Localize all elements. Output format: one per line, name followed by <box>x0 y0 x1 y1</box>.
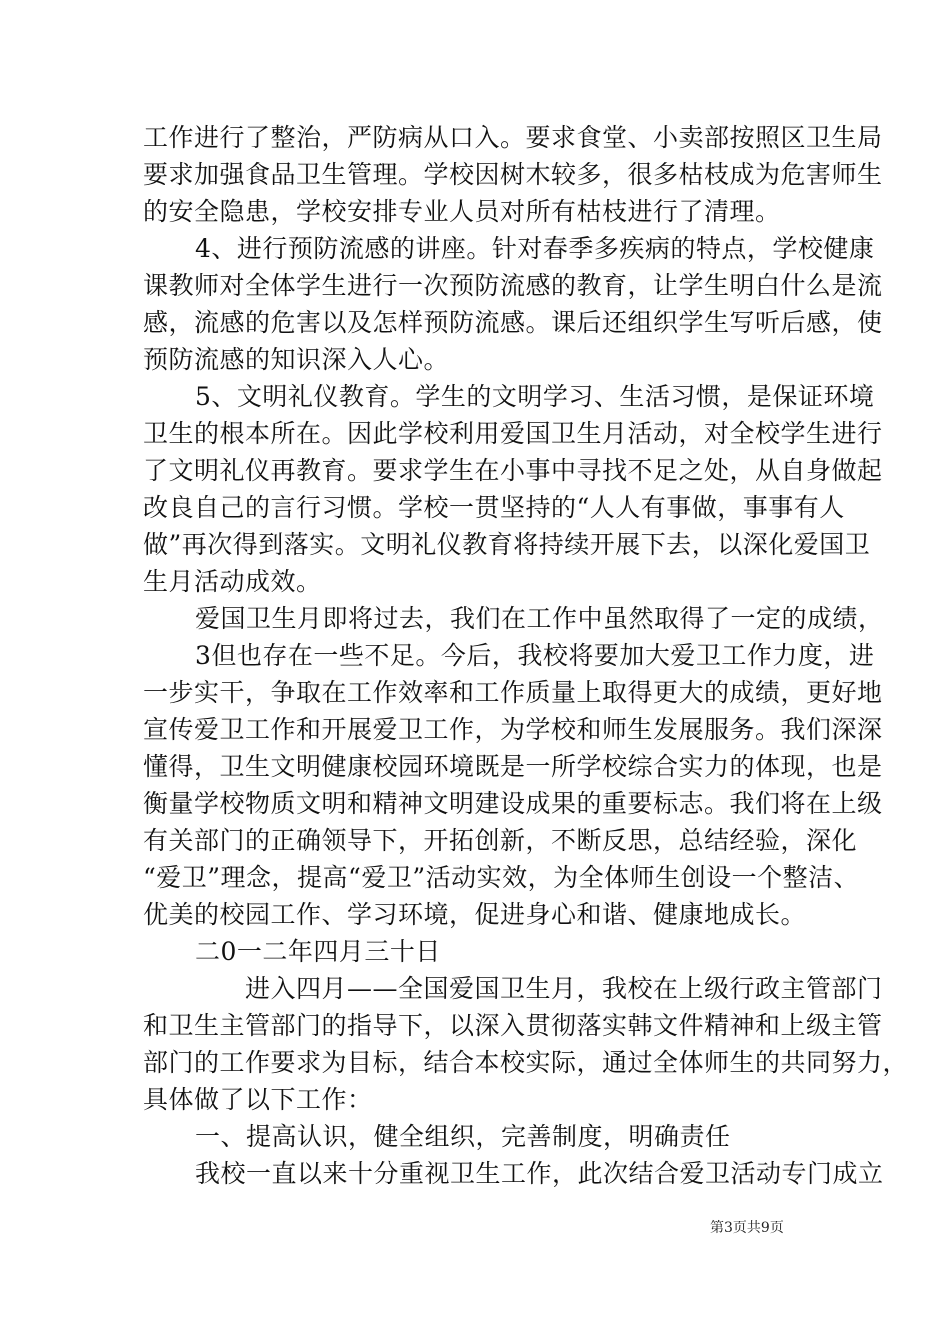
paragraph-line: 一步实干，争取在工作效率和工作质量上取得更大的成绩，更好地 <box>143 678 883 707</box>
paragraph-line: 具体做了以下工作： <box>143 1085 373 1114</box>
paragraph-line: 的安全隐患，学校安排专业人员对所有枯枝进行了清理。 <box>143 197 781 226</box>
paragraph-line: 改良自己的言行习惯。学校一贯坚持的“人人有事做，事事有人 <box>143 493 845 522</box>
paragraph-line: 进入四月——全国爱国卫生月，我校在上级行政主管部门 <box>245 974 883 1003</box>
paragraph-line: 做”再次得到落实。文明礼仪教育将持续开展下去，以深化爱国卫 <box>143 530 871 559</box>
date-line: 二0一二年四月三十日 <box>195 937 441 966</box>
paragraph-line: 4、进行预防流感的讲座。针对春季多疾病的特点，学校健康 <box>195 234 875 263</box>
paragraph-line: 生月活动成效。 <box>143 567 322 596</box>
paragraph-line: 我校一直以来十分重视卫生工作，此次结合爱卫活动专门成立 <box>195 1159 884 1188</box>
paragraph-line: 部门的工作要求为目标，结合本校实际，通过全体师生的共同努力， <box>143 1048 909 1077</box>
paragraph-line: 3但也存在一些不足。今后，我校将要加大爱卫工作力度，进 <box>195 641 875 670</box>
paragraph-line: 感，流感的危害以及怎样预防流感。课后还组织学生写听后感，使 <box>143 308 883 337</box>
paragraph-line: 工作进行了整治，严防病从口入。要求食堂、小卖部按照区卫生局 <box>143 123 883 152</box>
paragraph-line: 宣传爱卫工作和开展爱卫工作，为学校和师生发展服务。我们深深 <box>143 715 883 744</box>
paragraph-line: 了文明礼仪再教育。要求学生在小事中寻找不足之处，从自身做起 <box>143 456 883 485</box>
paragraph-line: 要求加强食品卫生管理。学校因树木较多，很多枯枝成为危害师生 <box>143 160 883 189</box>
paragraph-line: 懂得，卫生文明健康校园环境既是一所学校综合实力的体现，也是 <box>143 752 883 781</box>
paragraph-line: 衡量学校物质文明和精神文明建设成果的重要标志。我们将在上级 <box>143 789 883 818</box>
paragraph-line: 5、文明礼仪教育。学生的文明学习、生活习惯，是保证环境 <box>195 382 875 411</box>
section-heading: 一、提高认识，健全组织，完善制度，明确责任 <box>195 1122 731 1151</box>
paragraph-line: 课教师对全体学生进行一次预防流感的教育，让学生明白什么是流 <box>143 271 883 300</box>
paragraph-line: 卫生的根本所在。因此学校利用爱国卫生月活动，对全校学生进行 <box>143 419 883 448</box>
paragraph-line: 预防流感的知识深入人心。 <box>143 345 450 374</box>
paragraph-line: 爱国卫生月即将过去，我们在工作中虽然取得了一定的成绩， <box>195 604 884 633</box>
paragraph-line: 优美的校园工作、学习环境，促进身心和谐、健康地成长。 <box>143 900 807 929</box>
paragraph-line: “爱卫”理念，提高“爱卫”活动实效，为全体师生创设一个整洁、 <box>143 863 860 892</box>
paragraph-line: 有关部门的正确领导下，开拓创新，不断反思，总结经验，深化 <box>143 826 858 855</box>
page-number: 第3页共9页 <box>710 1220 784 1236</box>
paragraph-line: 和卫生主管部门的指导下，以深入贯彻落实韩文件精神和上级主管 <box>143 1011 883 1040</box>
